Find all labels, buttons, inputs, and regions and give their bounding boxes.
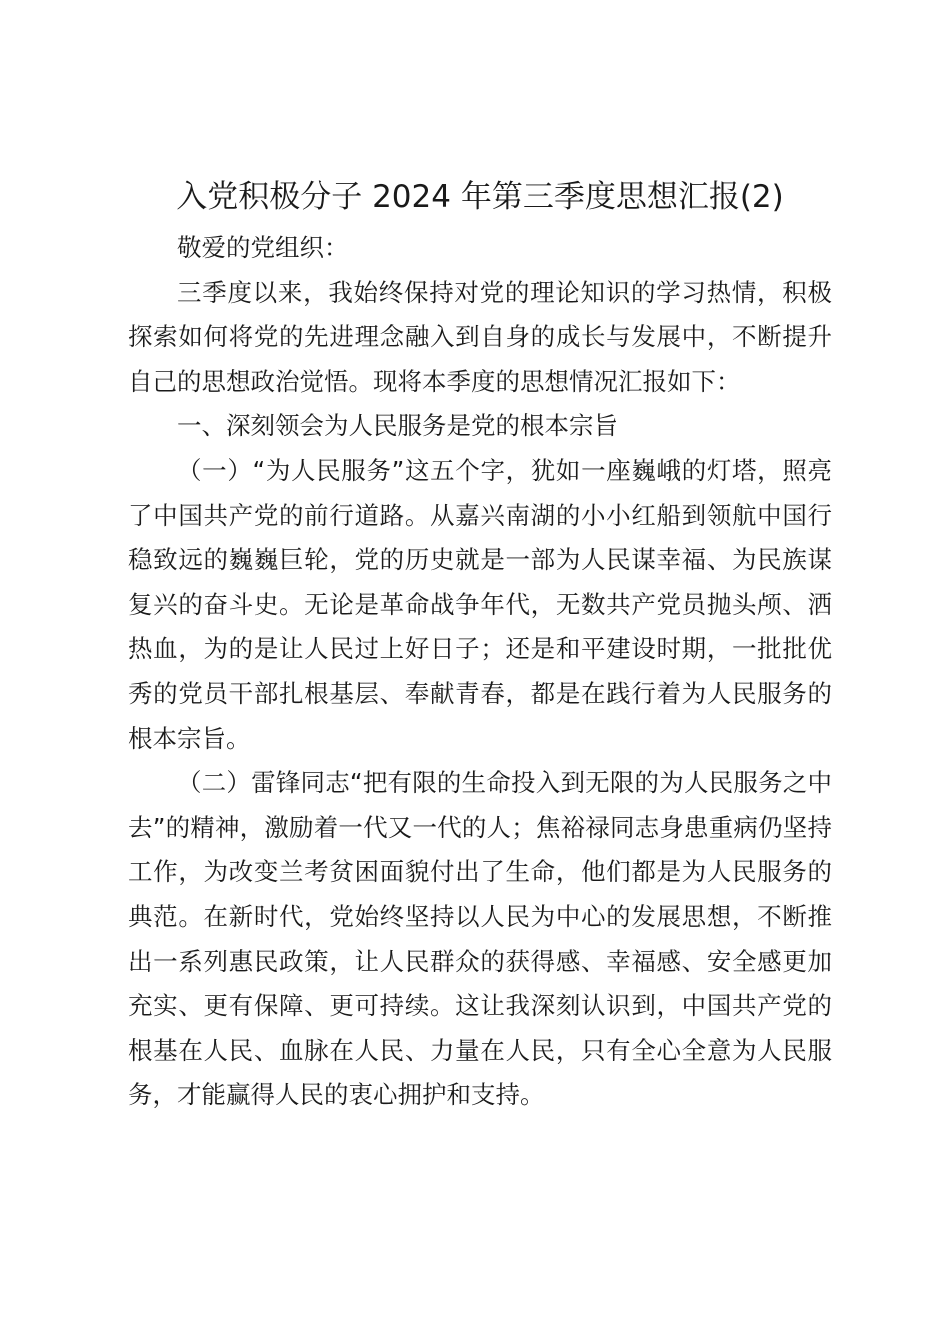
section-1-paragraph-2: （二）雷锋同志“把有限的生命投入到无限的为人民服务之中去”的精神，激励着一代又一代的人；焦裕禄同志身患重病仍坚持工作，为改变兰考贫困面貌付出了生命，他们都是为人民服务的典范。在新时代，党始终坚持以人民为中心的发展思想，不断推出一系列惠民政策，让人民群众的获得感、幸福感、安全感更加充实、更有保障、更可持续。这让我深刻认识到，中国共产党的根基在人民、血脉在人民、力量在人民，只有全心全意为人民服务，才能赢得人民的衷心拥护和支持。 [128,768,832,1110]
intro-paragraph: 三季度以来，我始终保持对党的理论知识的学习热情，积极探索如何将党的先进理念融入到自身的成长与发展中，不断提升自己的思想政治觉悟。现将本季度的思想情况汇报如下： [128,277,832,396]
section-heading-1: 一、深刻领会为人民服务是党的根本宗旨 [177,411,618,441]
document-page [128,168,832,1118]
document-title: 入党积极分子 2024 年第三季度思想汇报(2) [176,179,784,215]
salutation: 敬爱的党组织： [177,233,349,262]
section-1-paragraph-1: （一）“为人民服务”这五个字，犹如一座巍峨的灯塔，照亮了中国共产党的前行道路。从嘉兴南湖的小小红船到领航中国行稳致远的巍巍巨轮，党的历史就是一部为人民谋幸福、为民族谋复兴的奋斗史。无论是革命战争年代，无数共产党员抛头颅、洒热血，为的是让人民过上好日子；还是和平建设时期，一批批优秀的党员干部扎根基层、奉献青春，都是在践行着为人民服务的根本宗旨。 [128,455,832,753]
